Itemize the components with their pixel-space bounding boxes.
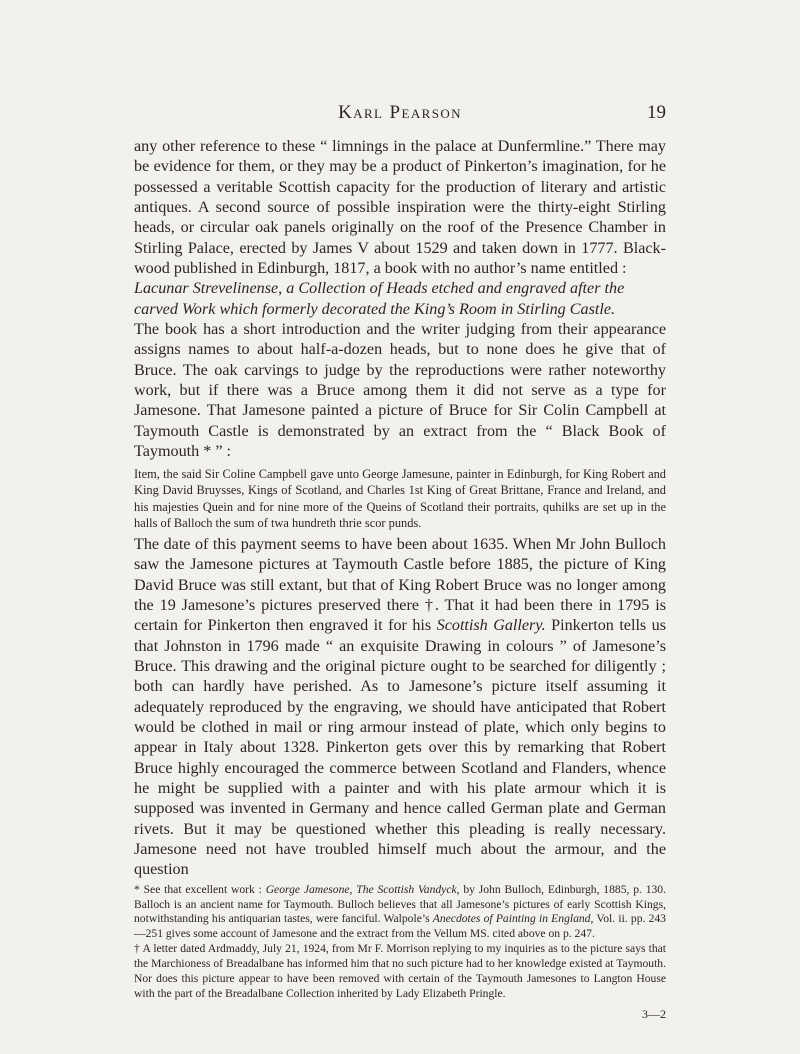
main-text	[134, 137, 666, 1022]
quotation: Item, the said Sir Coline Campbell gave unto George Jamesune, painter in Edinburgh, for King Robert and King David Bruysses, Kings of Scotland, and Charles 1st King of Great Brittane, France and Ireland, and his majesties Quein and for nine more of the Queins of Scotland their portraits, quhilks are set up in the halls of Balloch the sum of twa hundreth thrie scor punds.	[134, 466, 666, 531]
paragraph-3-part-a: The date of this payment seems to have been about 1635. When Mr John Bulloch saw the Jamesone pictures at Taymouth Castle before 1885, the picture of King David Bruce was still extant, but that of King Robert Bruce was no longer among the 19 Jamesone’s pictures preserved there †. That it had been there in 1795 is certain for Pinkerton then engraved it for his	[134, 535, 666, 635]
paragraph-3-part-b: Pinkerton tells us that Johnston in 1796 made “ an exquisite Drawing in colours ” of Jamesone’s Bruce. This drawing and the original picture ought to be searched for diligently ; both can hardly have perished. As to Jamesone’s picture itself assuming it adequately reproduced by the engraving, we should have anticipated that Robert would be clothed in mail or ring armour instead of plate, which only begins to appear in Italy about 1328. Pinkerton gets over this by remarking that Robert Bruce highly encouraged the commerce between Scotland and Flanders, whence he might be supplied with a painter and with his plate armour which it is supposed was invented in Germany and hence called German plate and German rivets. But it may be questioned whether this pleading is really necessary. Jamesone need not have troubled himself much about the armour, and the question	[134, 617, 667, 879]
footnotes	[134, 883, 666, 1023]
footnote-1-work-title: George Jamesone, The Scottish Vandyck,	[265, 882, 460, 896]
running-head: Karl Pearson	[338, 102, 462, 123]
signature-mark: 3—2	[642, 1007, 666, 1022]
scottish-gallery-title: Scottish Gallery.	[436, 617, 546, 635]
footnote-1-part-c: Vol. ii. pp. 243—251 gives some account of Jamesone and the extract from the Vellum MS. cited above on p. 247.	[134, 912, 666, 941]
footnote-1-part-b: by John Bulloch, Edinburgh, 1885, p. 130. Balloch is an ancient name for Taymouth. Bulloch believes that all Jamesone’s pictures of early Scottish Kings, notwithstanding his antiquarian tastes, were fanciful. Walpole’s	[134, 882, 667, 926]
footnote-2: † A letter dated Ardmaddy, July 21, 1924, from Mr F. Morrison replying to my inquiries as to the picture says that the Marchioness of Breadalbane has informed him that no such picture had to her knowledge existed at Taymouth. Nor does this picture appear to have been removed with certain of the Taymouth Jamesones to Langton House with the part of the Breadalbane Collection inherited by Lady Elizabeth Pringle.	[134, 942, 666, 1000]
paragraph-1: any other reference to these “ limnings in the palace at Dunfermline.” There may be evidence for them, or they may be a product of Pinkerton’s imagination, for he possessed a veritable Scottish capacity for the production of literary and artistic antiques. A second source of possible inspiration were the thirty-eight Stirling heads, or circular oak panels originally on the roof of the Presence Chamber in Stirling Palace, erected by James V about 1529 and taken down in 1777. Black-wood published in Edinburgh, 1817, a book with no author’s name entitled :	[134, 138, 666, 278]
paragraph-3	[134, 535, 666, 881]
paragraph-2: The book has a short introduction and the writer judging from their appearance assigns names to about half-a-dozen heads, but to none does he give that of Bruce. The oak carvings to judge by the reproductions were rather noteworthy work, but if there was a Bruce among them it did not serve as a type for Jamesone. That Jamesone painted a picture of Bruce for Sir Colin Campbell at Taymouth Castle is demonstrated by an extract from the “ Black Book of Taymouth * ” :	[134, 321, 666, 461]
page-header	[134, 102, 666, 128]
footnote-1-part-a: * See that excellent work :	[134, 882, 266, 896]
footnote-1	[134, 883, 666, 942]
book-title: Lacunar Strevelinense, a Collection of Heads etched and engraved after the carved Work which formerly decorated the King’s Room in Stirling Castle.	[134, 280, 625, 318]
footnote-1-anecdotes-title: Anecdotes of Painting in England,	[432, 912, 594, 926]
page-number: 19	[647, 102, 666, 123]
